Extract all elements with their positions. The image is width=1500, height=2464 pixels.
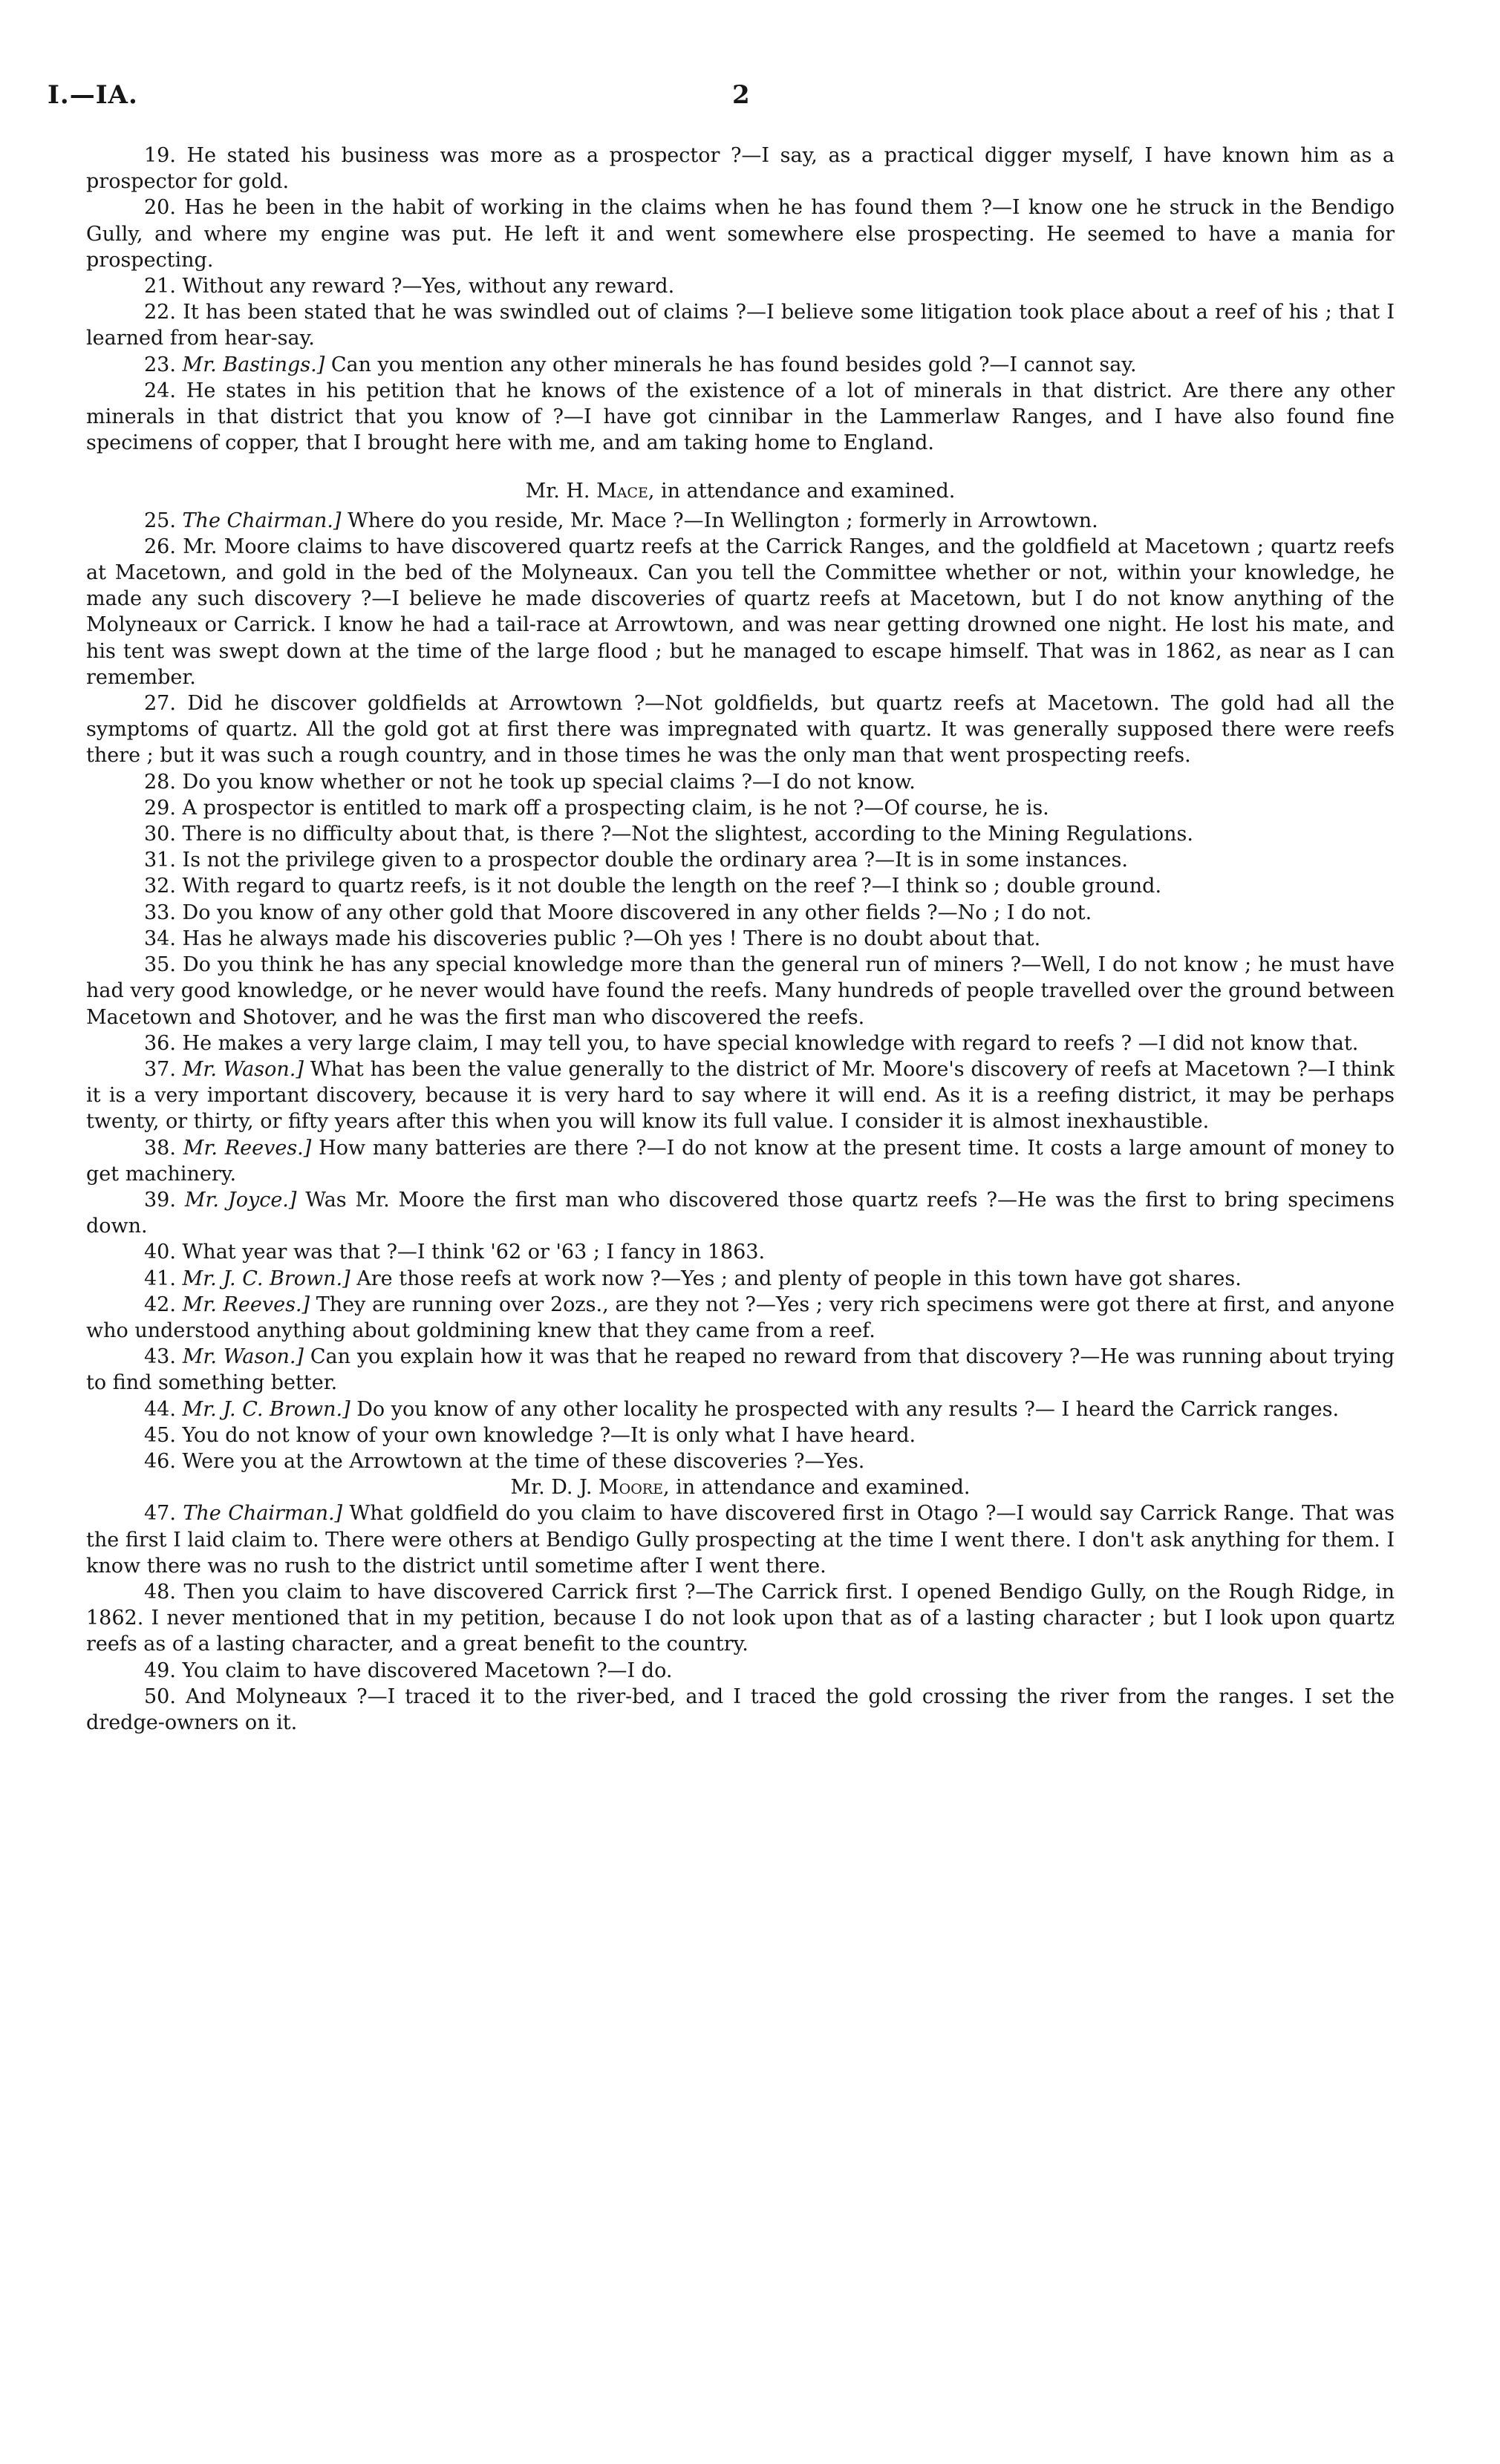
question-paragraph: [86, 873, 1395, 899]
question-paragraph: [86, 690, 1395, 769]
question-text: Is not the privilege given to a prospector double the ordinary area ?—It is in some instances.: [182, 849, 1128, 872]
question-paragraph: [86, 1030, 1395, 1056]
question-paragraph: [86, 1344, 1395, 1396]
speaker-label: Mr. Reeves.]: [182, 1293, 310, 1316]
speaker-label: Mr. Wason.]: [182, 1057, 304, 1081]
question-paragraph: [86, 1500, 1395, 1579]
question-number: 44.: [144, 1397, 176, 1421]
question-text: They are running over 2ozs., are they not ?—Yes ; very rich specimens were got there at first, and anyone who understood anything about goldmining knew that they came from a reef.: [86, 1293, 1395, 1342]
question-paragraph: [86, 1056, 1395, 1135]
question-number: 34.: [144, 927, 176, 950]
question-text: Mr. Moore claims to have discovered quartz reefs at the Carrick Ranges, and the goldfield at Macetown ; quartz reefs at Macetown, and gold in the bed of the Molyneaux. Can you tell the Committee whether or not, within your knowledge, he made any such discovery ?—I believe he made discoveries of quartz reefs at Macetown, but I do not know anything of the Molyneaux or Carrick. I know he had a tail-race at Arrowtown, and was near getting drowned one night. He lost his mate, and his tent was swept down at the time of the large flood ; but he managed to escape himself. That was in 1862, as near as I can remember.: [86, 535, 1395, 689]
question-number: 22.: [144, 301, 176, 324]
question-number: 48.: [144, 1580, 176, 1604]
speaker-label: Mr. Joyce.]: [184, 1188, 297, 1212]
question-number: 42.: [144, 1293, 176, 1316]
question-number: 49.: [144, 1659, 176, 1682]
witness-surname: Mace: [596, 480, 648, 503]
question-paragraph: [86, 378, 1395, 457]
question-number: 28.: [144, 770, 176, 794]
question-number: 30.: [144, 823, 176, 846]
witness-title: Mr. H.: [525, 480, 597, 503]
question-number: 37.: [144, 1057, 176, 1081]
question-text: Do you know of any other gold that Moore discovered in any other fields ?—No ; I do not.: [182, 901, 1092, 924]
question-number: 20.: [144, 196, 176, 220]
question-paragraph: [86, 795, 1395, 821]
question-text: Can you explain how it was that he reaped no reward from that discovery ?—He was running about trying to find something better.: [86, 1345, 1395, 1395]
question-number: 26.: [144, 535, 176, 558]
question-text: Without any reward ?—Yes, without any reward.: [182, 275, 675, 298]
question-number: 21.: [144, 275, 176, 298]
question-paragraph: [86, 1658, 1395, 1684]
question-number: 43.: [144, 1345, 176, 1369]
question-paragraph: [86, 1135, 1395, 1187]
question-text: He stated his business was more as a prospector ?—I say, as a practical digger myself, I have known him as a prospector for gold.: [86, 144, 1395, 194]
question-number: 24.: [144, 379, 176, 402]
question-text: Has he always made his discoveries public ?—Oh yes ! There is no doubt about that.: [182, 927, 1041, 950]
witness-heading: [86, 1474, 1395, 1500]
question-paragraph: [86, 821, 1395, 847]
question-number: 41.: [144, 1267, 176, 1290]
speaker-label: Mr. Bastings.]: [182, 353, 325, 376]
question-number: 39.: [144, 1188, 176, 1212]
question-paragraph: [86, 299, 1395, 351]
question-text: Was Mr. Moore the first man who discovered those quartz reefs ?—He was the first to bring specimens down.: [86, 1188, 1395, 1238]
question-paragraph: [86, 352, 1395, 378]
question-paragraph: [86, 1579, 1395, 1658]
question-paragraph: [86, 847, 1395, 873]
question-paragraph: [86, 534, 1395, 690]
question-paragraph: [86, 273, 1395, 299]
question-text: He states in his petition that he knows of the existence of a lot of minerals in that district. Are there any other minerals in that district that you know of ?—I have got cinnibar in the Lammerlaw Ranges, and I have also found fine specimens of copper, that I brought here with me, and am taking home to England.: [86, 379, 1395, 455]
question-text: Where do you reside, Mr. Mace ?—In Wellington ; formerly in Arrowtown.: [348, 509, 1098, 532]
question-paragraph: [86, 1187, 1395, 1239]
question-paragraph: [86, 1422, 1395, 1448]
question-text: Did he discover goldfields at Arrowtown ?—Not goldfields, but quartz reefs at Macetown. The gold had all the symptoms of quartz. All the gold got at first there was impregnated with quartz. It was generally supposed there were reefs there ; but it was such a rough country, and in those times he was the only man that went prospecting reefs.: [86, 692, 1395, 768]
question-number: 38.: [144, 1136, 176, 1160]
question-number: 40.: [144, 1241, 176, 1264]
speaker-label: The Chairman.]: [183, 1502, 343, 1526]
question-text: What goldfield do you claim to have discovered first in Otago ?—I would say Carrick Range. That was the first I laid claim to. There were others at Bendigo Gully prospecting at the time I went there. I don't ask anything for them. I know there was no rush to the district until sometime after I went there.: [86, 1502, 1395, 1578]
speaker-label: Mr. J. C. Brown.]: [182, 1267, 350, 1290]
question-paragraph: [86, 1396, 1395, 1422]
speaker-label: Mr. Wason.]: [182, 1345, 304, 1369]
question-text: Then you claim to have discovered Carrick first ?—The Carrick first. I opened Bendigo Gully, on the Rough Ridge, in 1862. I never mentioned that in my petition, because I do not look upon that as of a lasting character ; but I look upon quartz reefs as of a lasting character, and a great benefit to the country.: [86, 1580, 1395, 1656]
question-number: 25.: [144, 509, 176, 532]
page-number: 2: [732, 80, 750, 110]
question-paragraph: [86, 769, 1395, 795]
witness-status: , in attendance and examined.: [662, 1476, 971, 1500]
speaker-label: Mr. J. C. Brown.]: [182, 1397, 350, 1421]
question-text: Do you think he has any special knowledge more than the general run of miners ?—Well, I do not know ; he must have had very good knowledge, or he never would have found the reefs. Many hundreds of people travelled over the ground between Macetown and Shotover, and he was the first man who discovered the reefs.: [86, 953, 1395, 1029]
question-paragraph: [86, 1448, 1395, 1474]
witness-title: Mr. D. J.: [510, 1476, 599, 1500]
question-text: With regard to quartz reefs, is it not double the length on the reef ?—I think so ; double ground.: [182, 875, 1162, 898]
question-text: What year was that ?—I think '62 or '63 ; I fancy in 1863.: [182, 1241, 766, 1264]
question-paragraph: [86, 1292, 1395, 1344]
question-number: 47.: [144, 1502, 176, 1526]
question-text: Has he been in the habit of working in the claims when he has found them ?—I know one he struck in the Bendigo Gully, and where my engine was put. He left it and went somewhere else prospecting. He seemed to have a mania for prospecting.: [86, 196, 1395, 272]
question-number: 46.: [144, 1449, 176, 1473]
question-number: 36.: [144, 1031, 176, 1055]
question-paragraph: [86, 1266, 1395, 1292]
question-number: 50.: [144, 1684, 176, 1708]
question-number: 32.: [144, 875, 176, 898]
question-number: 31.: [144, 849, 176, 872]
question-paragraph: [86, 508, 1395, 534]
question-text: It has been stated that he was swindled out of claims ?—I believe some litigation took place about a reef of his ; that I learned from hear-say.: [86, 301, 1395, 350]
speaker-label: Mr. Reeves.]: [183, 1136, 312, 1160]
question-number: 19.: [144, 144, 176, 167]
question-paragraph: [86, 900, 1395, 926]
question-text: Do you know whether or not he took up special claims ?—I do not know.: [182, 770, 916, 794]
question-text: He makes a very large claim, I may tell you, to have special knowledge with regard to reefs ? —I did not know that.: [182, 1031, 1359, 1055]
question-text: Do you know of any other locality he prospected with any results ?— I heard the Carrick ranges.: [356, 1397, 1340, 1421]
question-paragraph: [86, 926, 1395, 952]
question-number: 23.: [144, 353, 176, 376]
question-paragraph: [86, 1684, 1395, 1736]
question-number: 35.: [144, 953, 176, 977]
question-paragraph: [86, 195, 1395, 273]
question-paragraph: [86, 143, 1395, 195]
question-text: Were you at the Arrowtown at the time of these discoveries ?—Yes.: [182, 1449, 865, 1473]
witness-status: , in attendance and examined.: [648, 480, 956, 503]
question-text: You claim to have discovered Macetown ?—I do.: [182, 1659, 673, 1682]
question-number: 45.: [144, 1423, 176, 1447]
document-body: [86, 143, 1395, 1736]
section-reference: I.—IA.: [48, 80, 138, 110]
question-paragraph: [86, 1239, 1395, 1265]
question-paragraph: [86, 952, 1395, 1030]
question-text: What has been the value generally to the district of Mr. Moore's discovery of reefs at Macetown ?—I think it is a very important discovery, because it is very hard to say where it will end. As it is a reefing district, it may be perhaps twenty, or thirty, or fifty years after this when you will know its full value. I consider it is almost inexhaustible.: [86, 1057, 1395, 1134]
question-number: 27.: [144, 692, 176, 716]
question-number: 29.: [144, 796, 176, 820]
question-text: There is no difficulty about that, is there ?—Not the slightest, according to the Mining Regulations.: [182, 823, 1193, 846]
witness-surname: Moore: [598, 1476, 663, 1500]
question-number: 33.: [144, 901, 176, 924]
question-text: Are those reefs at work now ?—Yes ; and plenty of people in this town have got shares.: [356, 1267, 1242, 1290]
question-text: And Molyneaux ?—I traced it to the river-bed, and I traced the gold crossing the river from the ranges. I set the dredge-owners on it.: [86, 1684, 1395, 1734]
speaker-label: The Chairman.]: [182, 509, 342, 532]
question-text: You do not know of your own knowledge ?—It is only what I have heard.: [182, 1423, 916, 1447]
question-text: Can you mention any other minerals he has found besides gold ?—I cannot say.: [330, 353, 1137, 376]
question-text: How many batteries are there ?—I do not know at the present time. It costs a large amount of money to get machinery.: [86, 1136, 1395, 1186]
witness-heading: [86, 478, 1395, 504]
question-text: A prospector is entitled to mark off a prospecting claim, is he not ?—Of course, he is.: [182, 796, 1049, 820]
